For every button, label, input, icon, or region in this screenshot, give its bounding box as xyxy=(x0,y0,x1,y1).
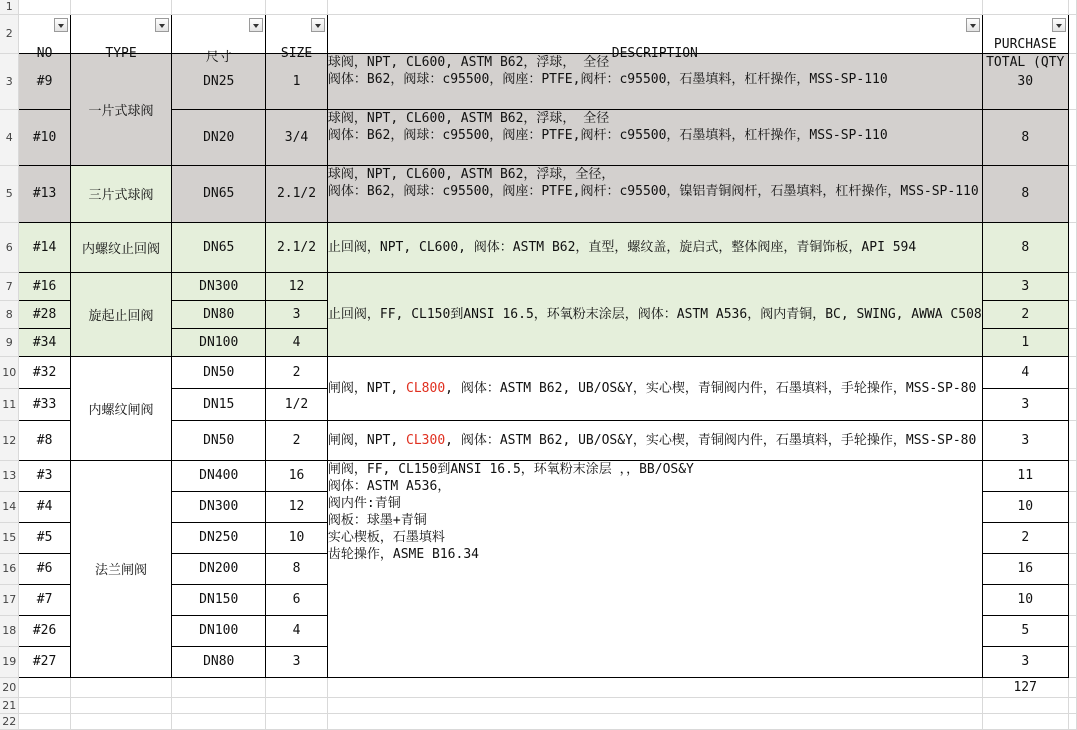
qty-cell[interactable]: 1 xyxy=(982,328,1068,356)
cell[interactable] xyxy=(70,713,172,729)
cell[interactable] xyxy=(172,713,266,729)
row-header[interactable]: 9 xyxy=(0,328,19,356)
cell[interactable] xyxy=(1068,713,1076,729)
header-description-label: DESCRIPTION xyxy=(611,45,698,61)
row-header[interactable]: 18 xyxy=(0,615,19,646)
header-size-label: SIZE xyxy=(280,45,313,61)
no-cell[interactable]: #33 xyxy=(19,388,70,420)
dn-cell[interactable]: DN25 xyxy=(172,53,266,109)
row-header[interactable]: 16 xyxy=(0,553,19,584)
description-cell[interactable] xyxy=(327,109,982,165)
no-cell[interactable]: #28 xyxy=(19,300,70,328)
description-text: 球阀，NPT, CL600, ASTM B62，浮球， 全径 阀体：B62，阀球：c95500，阀座：PTFE,阀杆：c95500，石墨填料，杠杆操作，MSS-SP-110 xyxy=(327,110,888,143)
filter-dropdown-icon[interactable] xyxy=(155,18,169,32)
header-purchase-line1: PURCHASE xyxy=(993,36,1057,52)
cell[interactable] xyxy=(1068,14,1076,53)
dn-cell[interactable]: DN80 xyxy=(172,646,266,677)
cell[interactable] xyxy=(982,0,1068,14)
description-cell[interactable] xyxy=(327,356,982,420)
cell[interactable] xyxy=(70,697,172,713)
description-cell[interactable] xyxy=(327,420,982,460)
size-cell[interactable]: 4 xyxy=(266,615,328,646)
header-type-label: TYPE xyxy=(105,45,137,61)
qty-cell[interactable]: 3 xyxy=(982,420,1068,460)
cell[interactable] xyxy=(1068,356,1076,388)
filter-dropdown-icon[interactable] xyxy=(249,18,263,32)
cell[interactable] xyxy=(1068,0,1076,14)
description-part: , 阀体：ASTM B62, UB/OS&Y，实心楔，青铜阀内件，石墨填料，手轮操作，MSS-SP-80 xyxy=(445,432,977,448)
row-header[interactable]: 11 xyxy=(0,388,19,420)
type-cell[interactable]: 法兰闸阀 xyxy=(70,460,172,677)
dn-cell[interactable]: DN50 xyxy=(172,356,266,388)
qty-cell[interactable]: 16 xyxy=(982,553,1068,584)
header-type[interactable] xyxy=(70,14,172,61)
type-cell[interactable]: 内螺纹闸阀 xyxy=(70,356,172,460)
no-cell[interactable]: #10 xyxy=(19,109,70,165)
cell[interactable] xyxy=(1068,553,1076,584)
cell[interactable] xyxy=(19,0,70,14)
cell[interactable] xyxy=(266,677,328,697)
header-description[interactable] xyxy=(327,14,982,61)
no-cell[interactable]: #27 xyxy=(19,646,70,677)
qty-cell[interactable]: 30 xyxy=(982,53,1068,109)
cell[interactable] xyxy=(172,677,266,697)
row-header[interactable]: 22 xyxy=(0,713,19,729)
dn-cell[interactable]: DN250 xyxy=(172,522,266,553)
size-cell[interactable]: 2.1/2 xyxy=(266,165,328,222)
row-header[interactable]: 15 xyxy=(0,522,19,553)
cell[interactable] xyxy=(19,677,70,697)
row-header[interactable]: 19 xyxy=(0,646,19,677)
size-cell[interactable]: 3 xyxy=(266,646,328,677)
no-cell[interactable]: #32 xyxy=(19,356,70,388)
qty-cell[interactable]: 11 xyxy=(982,460,1068,491)
no-cell[interactable]: #14 xyxy=(19,222,70,272)
size-cell[interactable]: 2 xyxy=(266,356,328,388)
description-text: 止回阀，FF, CL150到ANSI 16.5，环氧粉末涂层，阀体：ASTM A536，阀内青铜，BC, SWING, AWWA C508 xyxy=(327,306,982,322)
qty-cell[interactable]: 8 xyxy=(982,222,1068,272)
cell[interactable] xyxy=(327,0,982,14)
no-cell[interactable]: #9 xyxy=(19,53,70,109)
dn-cell[interactable]: DN300 xyxy=(172,272,266,300)
no-cell[interactable]: #3 xyxy=(19,460,70,491)
qty-cell[interactable]: 8 xyxy=(982,165,1068,222)
description-text: 闸阀，FF, CL150到ANSI 16.5，环氧粉末涂层 ，，BB/OS&Y 阀体：ASTM A536， 阀内件:青铜 阀板：球墨+青铜 实心楔板，石墨填料 齿轮操作，ASME B16.34 xyxy=(327,461,694,562)
no-cell[interactable]: #4 xyxy=(19,491,70,522)
cell[interactable] xyxy=(1068,584,1076,615)
cell[interactable] xyxy=(19,713,70,729)
no-cell[interactable]: #7 xyxy=(19,584,70,615)
cell[interactable] xyxy=(1068,300,1076,328)
cell[interactable] xyxy=(1068,697,1076,713)
description-cell[interactable] xyxy=(327,165,982,222)
dn-cell[interactable]: DN200 xyxy=(172,553,266,584)
dn-cell[interactable]: DN50 xyxy=(172,420,266,460)
row-header[interactable]: 4 xyxy=(0,109,19,165)
description-text: 球阀，NPT, CL600, ASTM B62，浮球， 全径 阀体：B62，阀球：c95500，阀座：PTFE,阀杆：c95500，石墨填料，杠杆操作，MSS-SP-110 xyxy=(327,54,888,87)
no-cell[interactable]: #13 xyxy=(19,165,70,222)
dn-cell[interactable]: DN300 xyxy=(172,491,266,522)
header-size-cn[interactable] xyxy=(172,14,266,65)
description-cell[interactable] xyxy=(327,222,982,272)
size-cell[interactable]: 1/2 xyxy=(266,388,328,420)
description-text: 止回阀，NPT, CL600, 阀体：ASTM B62，直型，螺纹盖，旋启式，整体阀座，青铜饰板，API 594 xyxy=(327,239,917,255)
size-cell[interactable]: 1 xyxy=(266,53,328,109)
cell[interactable] xyxy=(70,677,172,697)
row-header[interactable]: 6 xyxy=(0,222,19,272)
header-size-cn-label: 尺寸 xyxy=(205,49,232,65)
size-cell[interactable]: 4 xyxy=(266,328,328,356)
filter-dropdown-icon[interactable] xyxy=(966,18,980,32)
row-header[interactable]: 2 xyxy=(0,14,19,53)
size-cell[interactable]: 8 xyxy=(266,553,328,584)
cell[interactable] xyxy=(19,697,70,713)
cell[interactable] xyxy=(1068,222,1076,272)
type-cell[interactable]: 内螺纹止回阀 xyxy=(70,222,172,272)
cell[interactable] xyxy=(1068,272,1076,300)
dn-cell[interactable]: DN15 xyxy=(172,388,266,420)
qty-cell[interactable]: 5 xyxy=(982,615,1068,646)
no-cell[interactable]: #5 xyxy=(19,522,70,553)
description-text: 球阀，NPT, CL600, ASTM B62，浮球，全径， 阀体：B62，阀球：c95500，阀座：PTFE,阀杆：c95500，镍铝青铜阀杆，石墨填料，杠杆操作，MSS-SP-110 xyxy=(327,166,979,199)
cell[interactable] xyxy=(1068,165,1076,222)
qty-cell[interactable]: 8 xyxy=(982,109,1068,165)
header-no[interactable] xyxy=(19,14,70,61)
dn-cell[interactable]: DN20 xyxy=(172,109,266,165)
no-cell[interactable]: #34 xyxy=(19,328,70,356)
qty-cell[interactable]: 2 xyxy=(982,522,1068,553)
row-header[interactable]: 10 xyxy=(0,356,19,388)
size-cell[interactable]: 3 xyxy=(266,300,328,328)
row-header[interactable]: 5 xyxy=(0,165,19,222)
description-class-highlight: CL300 xyxy=(406,432,446,448)
description-part: 闸阀，NPT, xyxy=(327,432,407,448)
filter-dropdown-icon[interactable] xyxy=(54,18,68,32)
no-cell[interactable]: #26 xyxy=(19,615,70,646)
size-cell[interactable]: 16 xyxy=(266,460,328,491)
type-cell[interactable]: 一片式球阀 xyxy=(70,53,172,165)
cell[interactable] xyxy=(1068,491,1076,522)
cell[interactable] xyxy=(1068,460,1076,491)
header-purchase[interactable] xyxy=(982,14,1068,70)
cell[interactable] xyxy=(1068,646,1076,677)
dn-cell[interactable]: DN65 xyxy=(172,165,266,222)
cell[interactable] xyxy=(172,697,266,713)
cell[interactable] xyxy=(266,713,328,729)
description-cell[interactable] xyxy=(327,53,982,109)
size-cell[interactable]: 10 xyxy=(266,522,328,553)
row-header[interactable]: 3 xyxy=(0,53,19,109)
dn-cell[interactable]: DN65 xyxy=(172,222,266,272)
size-cell[interactable]: 6 xyxy=(266,584,328,615)
cell[interactable] xyxy=(1068,109,1076,165)
description-cell[interactable] xyxy=(327,460,982,677)
header-no-label: NO xyxy=(36,45,53,61)
description-part: 闸阀，NPT, xyxy=(327,380,407,396)
dn-cell[interactable]: DN100 xyxy=(172,615,266,646)
type-cell[interactable]: 三片式球阀 xyxy=(70,165,172,222)
description-text xyxy=(328,381,976,396)
description-cell[interactable] xyxy=(327,272,982,356)
row-header[interactable]: 1 xyxy=(0,0,19,14)
grand-total-cell[interactable]: 127 xyxy=(982,677,1068,697)
no-cell[interactable]: #6 xyxy=(19,553,70,584)
size-cell[interactable]: 2 xyxy=(266,420,328,460)
cell[interactable] xyxy=(327,697,982,713)
dn-cell[interactable]: DN150 xyxy=(172,584,266,615)
qty-cell[interactable]: 3 xyxy=(982,272,1068,300)
no-cell[interactable]: #16 xyxy=(19,272,70,300)
qty-cell[interactable]: 3 xyxy=(982,388,1068,420)
row-header[interactable]: 14 xyxy=(0,491,19,522)
row-header[interactable]: 8 xyxy=(0,300,19,328)
cell[interactable] xyxy=(1068,420,1076,460)
cell[interactable] xyxy=(172,0,266,14)
filter-dropdown-icon[interactable] xyxy=(311,18,325,32)
size-cell[interactable]: 12 xyxy=(266,491,328,522)
cell[interactable] xyxy=(982,697,1068,713)
row-header[interactable]: 21 xyxy=(0,697,19,713)
dn-cell[interactable]: DN80 xyxy=(172,300,266,328)
size-cell[interactable]: 2.1/2 xyxy=(266,222,328,272)
cell[interactable] xyxy=(982,713,1068,729)
description-part: , 阀体：ASTM B62, UB/OS&Y，实心楔，青铜阀内件，石墨填料，手轮操作，MSS-SP-80 xyxy=(445,380,977,396)
type-cell[interactable]: 旋起止回阀 xyxy=(70,272,172,356)
row-header[interactable]: 13 xyxy=(0,460,19,491)
cell[interactable] xyxy=(1068,388,1076,420)
header-size[interactable] xyxy=(266,14,328,61)
cell[interactable] xyxy=(1068,677,1076,697)
size-cell[interactable]: 3/4 xyxy=(266,109,328,165)
size-cell[interactable]: 12 xyxy=(266,272,328,300)
cell[interactable] xyxy=(1068,53,1076,109)
row-header[interactable]: 17 xyxy=(0,584,19,615)
cell[interactable] xyxy=(1068,615,1076,646)
cell[interactable] xyxy=(1068,522,1076,553)
header-purchase-line2: TOTAL (QTY xyxy=(986,54,1065,70)
cell[interactable] xyxy=(70,0,172,14)
qty-cell[interactable]: 2 xyxy=(982,300,1068,328)
filter-dropdown-icon[interactable] xyxy=(1052,18,1066,32)
dn-cell[interactable]: DN400 xyxy=(172,460,266,491)
qty-cell[interactable]: 3 xyxy=(982,646,1068,677)
dn-cell[interactable]: DN100 xyxy=(172,328,266,356)
row-header[interactable]: 7 xyxy=(0,272,19,300)
row-header[interactable]: 12 xyxy=(0,420,19,460)
cell[interactable] xyxy=(266,0,328,14)
qty-cell[interactable]: 4 xyxy=(982,356,1068,388)
description-class-highlight: CL800 xyxy=(406,380,446,396)
qty-cell[interactable]: 10 xyxy=(982,491,1068,522)
qty-cell[interactable]: 10 xyxy=(982,584,1068,615)
cell[interactable] xyxy=(1068,328,1076,356)
cell[interactable] xyxy=(327,677,982,697)
row-header[interactable]: 20 xyxy=(0,677,19,697)
no-cell[interactable]: #8 xyxy=(19,420,70,460)
description-text xyxy=(328,433,976,448)
cell[interactable] xyxy=(327,713,982,729)
cell[interactable] xyxy=(266,697,328,713)
